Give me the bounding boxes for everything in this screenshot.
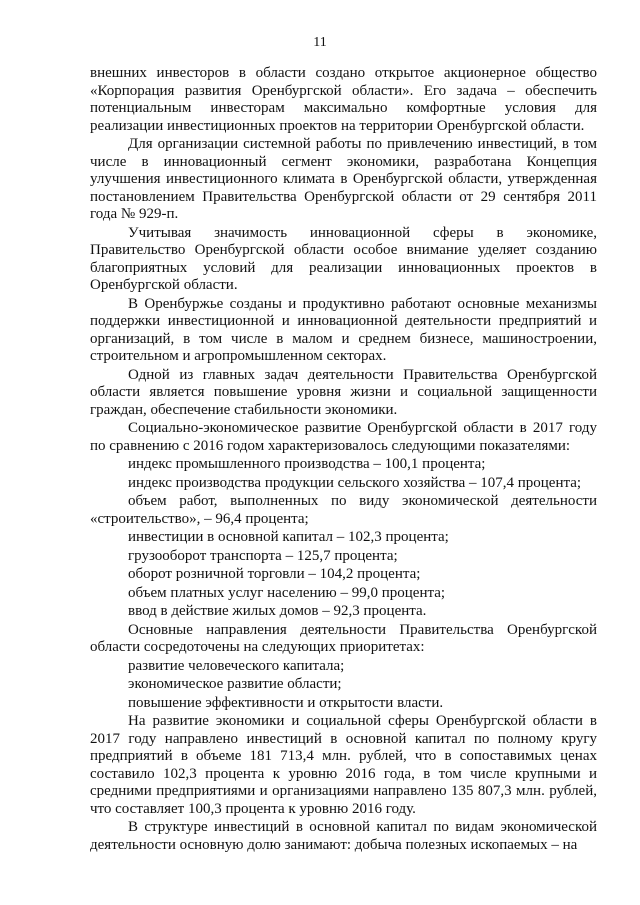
page-number: 11 bbox=[313, 35, 327, 50]
paragraph: Одной из главных задач деятельности Правительства Оренбургской области является повышение уровня жизни и социальной защищенности граждан, обеспечение стабильности экономики. bbox=[90, 366, 597, 418]
indicator-item: объем платных услуг населению – 99,0 процента; bbox=[128, 584, 446, 601]
paragraph: Социально-экономическое развитие Оренбургской области в 2017 году по сравнению с 2016 годом характеризовалось следующими показателями: bbox=[90, 420, 597, 454]
document-body bbox=[90, 65, 597, 855]
priority-item: экономическое развитие области; bbox=[128, 676, 342, 692]
indicator-item: ввод в действие жилых домов – 92,3 процента. bbox=[128, 603, 427, 619]
indicator-item: объем работ, выполненных по виду экономической деятельности «строительство», – 96,4 процента; bbox=[90, 493, 597, 527]
paragraph: Учитывая значимость инновационной сферы в экономике, Правительство Оренбургской области особое внимание уделяет созданию благоприятных условий для реализации инновационных проектов в Оренбургской области. bbox=[90, 224, 597, 293]
paragraph: Для организации системной работы по привлечению инвестиций, в том числе в инновационный сегмент экономики, разработана Концепция улучшения инвестиционного климата в Оренбургской области, утвержденная постановлением Правительства Оренбургской области от 29 сентября 2011 года № 929-п. bbox=[90, 136, 597, 222]
paragraph: внешних инвесторов в области создано открытое акционерное общество «Корпорация развития Оренбургской области». Его задача – обеспечить потенциальным инвесторам максимально комфортные условия для реализации инвестиционных проектов на территории Оренбургской области. bbox=[90, 65, 597, 134]
indicator-item: оборот розничной торговли – 104,2 процента; bbox=[128, 566, 421, 582]
paragraph: Основные направления деятельности Правительства Оренбургской области сосредоточены на следующих приоритетах: bbox=[90, 621, 597, 655]
indicator-item: инвестиции в основной капитал – 102,3 процента; bbox=[128, 529, 449, 545]
paragraph: На развитие экономики и социальной сферы Оренбургской области в 2017 году направлено инвестиций в основной капитал по полному кругу предприятий в объеме 181 713,4 млн. рублей, что в сопоставимых ценах составило 102,3 процента к уровню 2016 года, в том числе крупными и средними предприятиями и организациями направлено 135 807,3 млн. рублей, что составляет 100,3 процента к уровню 2016 году. bbox=[90, 713, 597, 817]
priority-item: повышение эффективности и открытости власти. bbox=[128, 694, 444, 711]
indicator-item: грузооборот транспорта – 125,7 процента; bbox=[128, 547, 398, 564]
paragraph: В Оренбуржье созданы и продуктивно работают основные механизмы поддержки инвестиционной и инновационной деятельности предприятий и организаций, в том числе в малом и среднем бизнесе, машиностроении, строительном и агропромышленном секторах. bbox=[90, 295, 597, 364]
priority-item: развитие человеческого капитала; bbox=[128, 657, 345, 674]
paragraph: В структуре инвестиций в основной капитал по видам экономической деятельности основную долю занимают: добыча полезных ископаемых – на bbox=[90, 819, 597, 853]
indicator-item: индекс промышленного производства – 100,1 процента; bbox=[128, 456, 486, 472]
indicator-item: индекс производства продукции сельского хозяйства – 107,4 процента; bbox=[128, 474, 582, 491]
